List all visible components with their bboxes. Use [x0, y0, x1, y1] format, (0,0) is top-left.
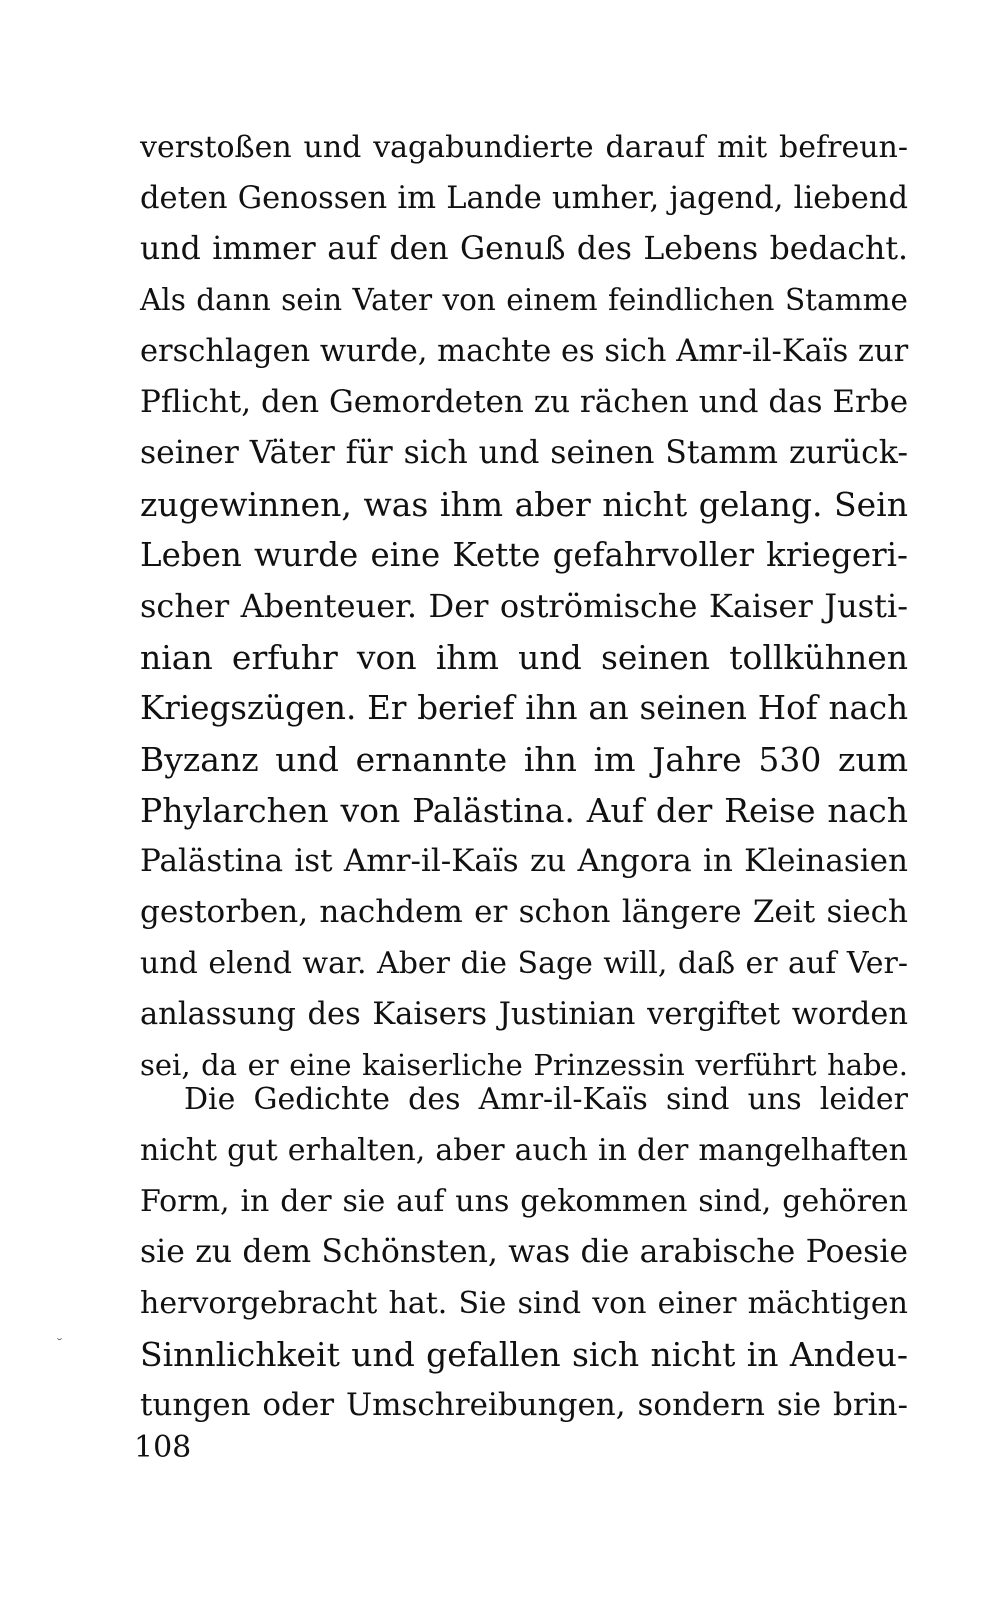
text-line: nicht gut erhalten, aber auch in der mangelhaften [140, 1133, 908, 1168]
text-line: Pflicht, den Gemordeten zu rächen und das Erbe [140, 384, 909, 420]
text-line: verstoßen und vagabundierte darauf mit befreun- [140, 130, 908, 165]
text-line: Sinnlichkeit und gefallen sich nicht in Andeu- [140, 1335, 908, 1374]
text-line: gestorben, nachdem er schon längere Zeit siech [140, 894, 908, 930]
text-line: Kriegszügen. Er berief ihn an seinen Hof nach [140, 689, 908, 727]
text-line: Als dann sein Vater von einem feindlichen Stamme [140, 283, 908, 317]
text-line: und immer auf den Genuß des Lebens bedacht. [140, 231, 908, 267]
text-line: nian erfuhr von ihm und seinen tollkühnen [140, 638, 908, 677]
text-line: und elend war. Aber die Sage will, daß er auf Ver- [140, 946, 908, 981]
text-line: hervorgebracht hat. Sie sind von einer mächtigen [140, 1286, 908, 1321]
text-line: sei, da er eine kaiserliche Prinzessin verführt habe. [140, 1048, 908, 1082]
text-line: Form, in der sie auf uns gekommen sind, gehören [140, 1184, 908, 1219]
text-line: anlassung des Kaisers Justinian vergiftet worden [140, 997, 908, 1032]
text-line: seiner Väter für sich und seinen Stamm zurück- [140, 435, 908, 471]
text-line: Byzanz und ernannte ihn im Jahre 530 zum [140, 740, 908, 779]
text-line: scher Abenteuer. Der oströmische Kaiser Justi- [140, 587, 908, 625]
text-line: Palästina ist Amr-il-Kaïs zu Angora in Kleinasien [140, 843, 908, 879]
paragraph-2 [140, 1074, 908, 1431]
page-number: 108 [134, 1430, 192, 1465]
paragraph-1 [140, 122, 908, 1091]
text-line: Die Gedichte des Amr-il-Kaïs sind uns leider [184, 1082, 908, 1117]
text-line: zugewinnen, was ihm aber nicht gelang. Sein [140, 485, 908, 524]
text-line: Leben wurde eine Kette gefahrvoller kriegeri- [140, 536, 908, 574]
text-line: erschlagen wurde, machte es sich Amr-il-Kaïs zur [140, 334, 909, 369]
margin-mark: ˘ [56, 1337, 63, 1353]
text-line: deten Genossen im Lande umher, jagend, liebend [140, 181, 908, 216]
text-line: Phylarchen von Palästina. Auf der Reise nach [140, 791, 908, 830]
text-line: sie zu dem Schönsten, was die arabische Poesie [140, 1234, 908, 1270]
text-line: tungen oder Umschreibungen, sondern sie brin- [140, 1387, 908, 1423]
